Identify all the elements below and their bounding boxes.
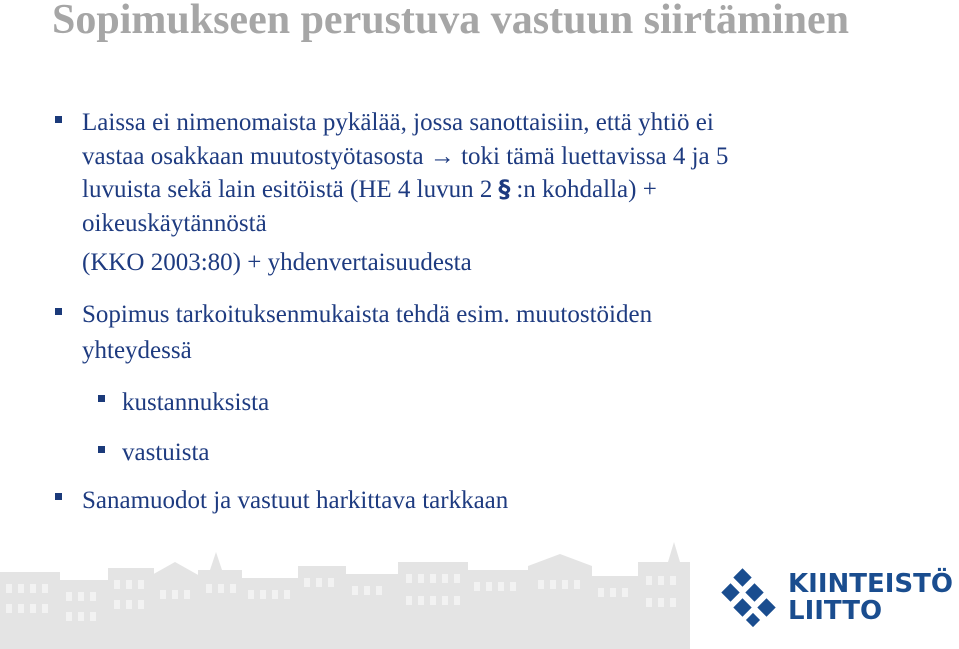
sub-bullet-1: kustannuksista (122, 389, 270, 416)
sub-bullet-marker (98, 395, 105, 402)
slide-title: Sopimukseen perustuva vastuun siirtäminen (52, 0, 849, 43)
bullet-1-line-5: (KKO 2003:80) + yhdenvertaisuudesta (82, 249, 472, 276)
kiinteistoliitto-logo-mark-icon (716, 568, 786, 632)
bullet-3-line-1: Sanamuodot ja vastuut harkittava tarkkaan (82, 487, 509, 514)
sub-bullet-2: vastuista (122, 439, 210, 466)
bullet-1-line-1: Laissa ei nimenomaista pykälää, jossa sanottaisiin, että yhtiö ei (82, 109, 714, 136)
section-sign: § (498, 175, 511, 203)
bullet-marker (55, 493, 62, 500)
sub-bullet-marker (98, 446, 105, 453)
logo-line-1: KIINTEISTÖ (788, 569, 953, 599)
bullet-2-line-2: yhteydessä (82, 337, 192, 364)
bullet-2-line-1: Sopimus tarkoituksenmukaista tehdä esim. muutostöiden (82, 301, 653, 328)
bullet-marker (55, 308, 62, 315)
bullet-marker (55, 116, 62, 123)
logo-line-2: LIITTO (788, 596, 883, 626)
logo-wordmark (788, 571, 953, 625)
bullet-1-line-2: vastaa osakkaan muutostyötasosta → toki tämä luettavissa 4 ja 5 (82, 143, 729, 170)
bullet-1-line-4: oikeuskäytännöstä (82, 210, 267, 237)
bullet-1-line-3-a: luvuista sekä lain esitöistä (HE 4 luvun 2 (82, 176, 493, 203)
bullet-1-line-3 (82, 173, 657, 206)
bullet-1-line-3-b: :n kohdalla) + (516, 176, 657, 203)
city-skyline-illustration (0, 540, 700, 649)
